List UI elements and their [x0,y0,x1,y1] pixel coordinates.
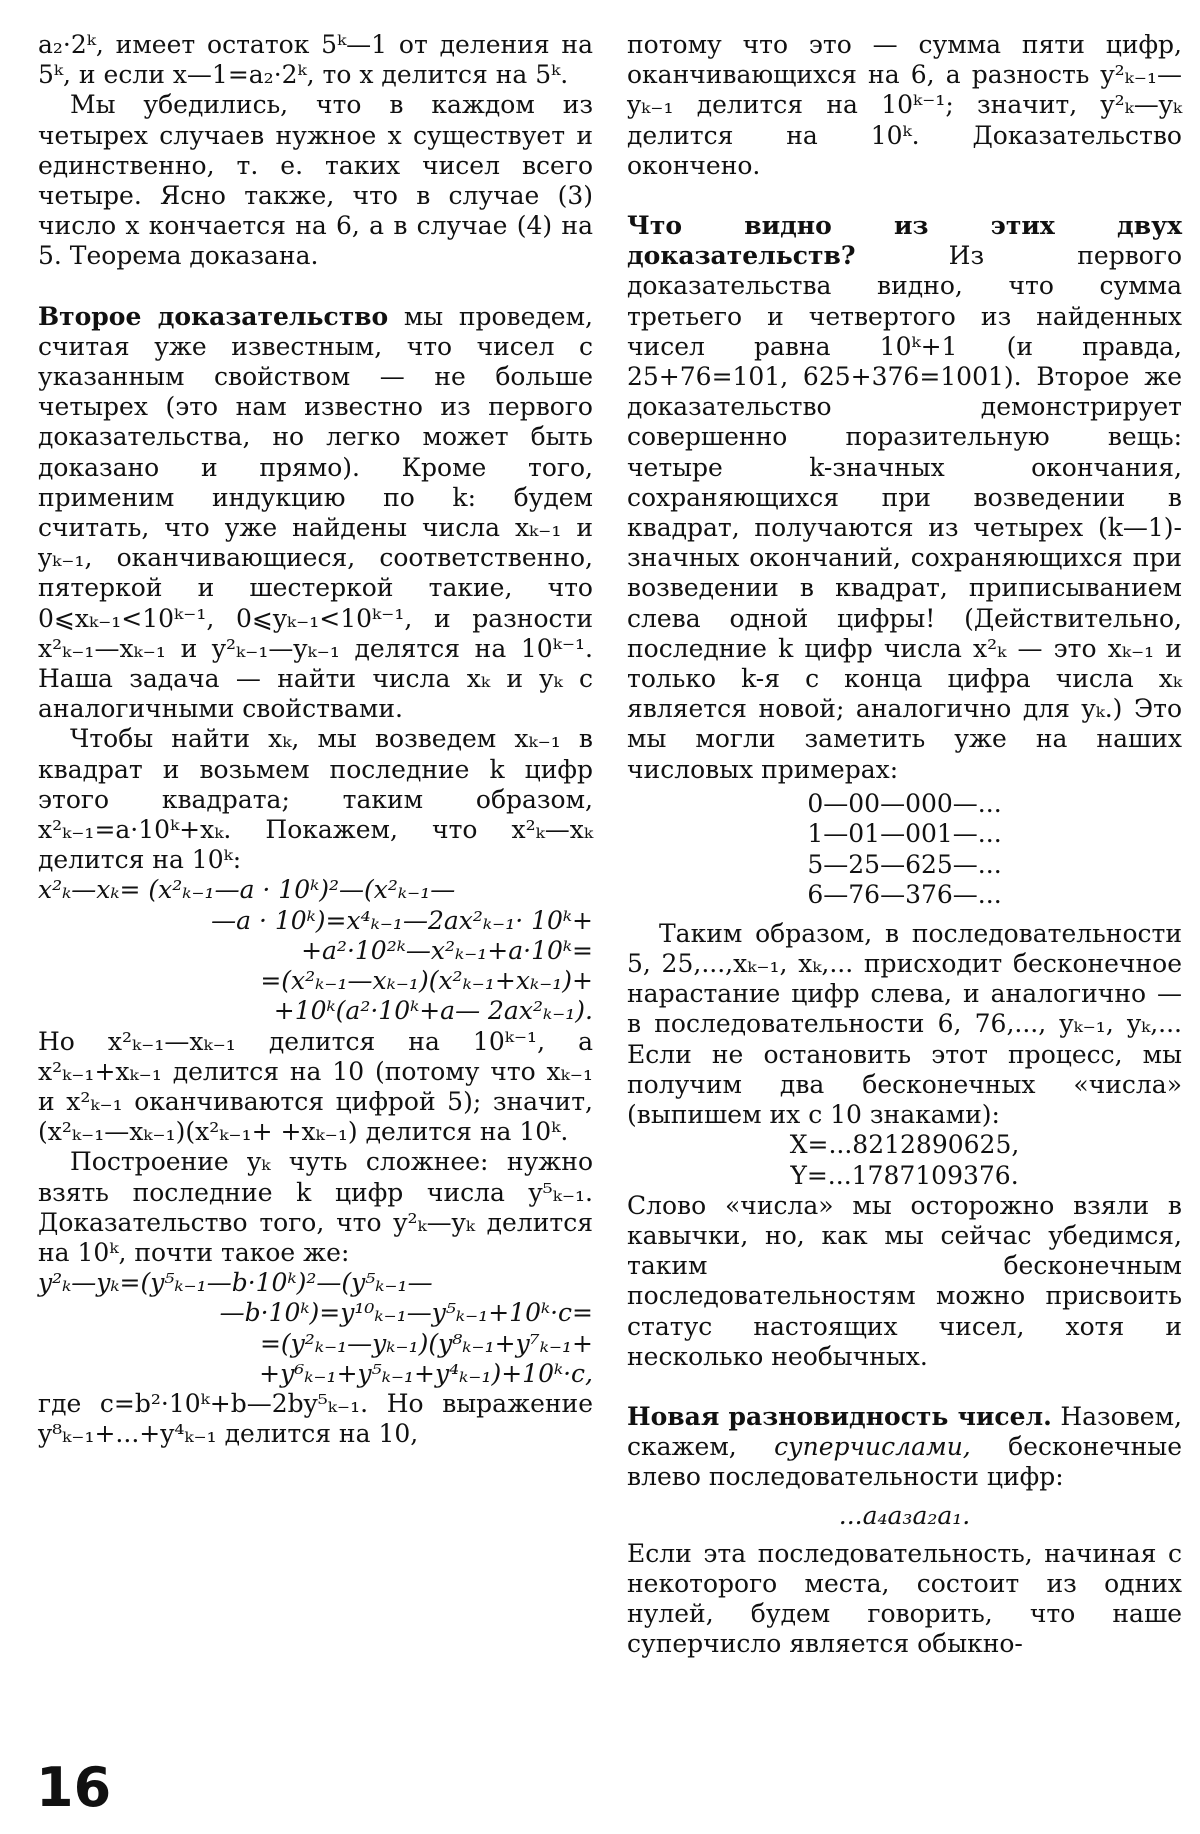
left-paragraph-1: a₂·2ᵏ, имеет остаток 5ᵏ—1 от деления на 5ᵏ, и если x—1=a₂·2ᵏ, то x делится на 5ᵏ. [38,30,593,90]
sequence-line: 5—25—625—... [807,849,1002,879]
new-numbers-heading: Новая разновидность чисел. [627,1401,1052,1431]
new-numbers-text-a: Назовем, скажем, [627,1401,1182,1462]
super-sequence: ...a₄a₃a₂a₁. [838,1500,971,1530]
right-paragraph-new-numbers [627,1402,1182,1493]
left-paragraph-4: Чтобы найти xₖ, мы возведем xₖ₋₁ в квадрат и возьмем последние k цифр этого квадрата; таким образом, x²ₖ₋₁=a·10ᵏ+xₖ. Покажем, что x²ₖ—xₖ делится на 10ᵏ: [38,724,593,875]
right-column [627,30,1182,1660]
equation-line: —a · 10ᵏ)=x⁴ₖ₋₁—2ax²ₖ₋₁· 10ᵏ+ [211,905,593,935]
left-column [38,30,593,1449]
equation-line: =(x²ₖ₋₁—xₖ₋₁)(x²ₖ₋₁+xₖ₋₁)+ [260,966,593,996]
sequence-line: 6—76—376—... [807,880,1002,910]
right-paragraph-3: Таким образом, в последовательности 5, 25,...,xₖ₋₁, xₖ,... присходит бесконечное нарастание цифр слева, и аналогично — в последовательности 6, 76,..., yₖ₋₁, yₖ,... Если не остановить этот процесс, мы получим два бесконечных «числа» (выпишем их с 10 знаками): [627,918,1182,1130]
left-paragraph-6: Построение yₖ чуть сложнее: нужно взять последние k цифр числа y⁵ₖ₋₁. Доказательство того, что y²ₖ—yₖ делится на 10ᵏ, почти такое же: [38,1147,593,1267]
equation-line: —b·10ᵏ)=y¹⁰ₖ₋₁—y⁵ₖ₋₁+10ᵏ·c= [219,1298,593,1328]
second-proof-text: мы проведем, считая уже известным, что чисел с указанным свойством — не больше четырех (это нам известно из первого доказательства, но легко может быть доказано и прямо). Кроме того, применим индукцию по k: будем считать, что уже найдены числа xₖ₋₁ и yₖ₋₁, оканчивающиеся, соответственно, пятеркой и шестеркой такие, что 0⩽xₖ₋₁<10ᵏ⁻¹, 0⩽yₖ₋₁<10ᵏ⁻¹, и разности x²ₖ₋₁—xₖ₋₁ и y²ₖ₋₁—yₖ₋₁ делятся на 10ᵏ⁻¹. Наша задача — найти числа xₖ и yₖ с аналогичными свойствами. [38,301,593,724]
sequence-line: 0—00—000—... [807,788,1002,818]
equation-block-x [38,875,593,1026]
right-paragraph-4: Слово «числа» мы осторожно взяли в кавычки, но, как мы сейчас убедимся, таким бесконечным последовательностям можно присвоить статус настоящих чисел, хотя и несколько необычных. [627,1190,1182,1371]
equation-line: +a²·10²ᵏ—x²ₖ₋₁+a·10ᵏ= [301,935,593,965]
left-paragraph-second-proof [38,302,593,725]
right-paragraph-6: Если эта последовательность, начиная с некоторого места, состоит из одних нулей, будем говорить, что наше суперчисло является обыкно- [627,1538,1182,1659]
right-paragraph-1: потому что это — сумма пяти цифр, оканчивающихся на 6, а разность y²ₖ₋₁—yₖ₋₁ делится на 10ᵏ⁻¹; значит, y²ₖ—yₖ делится на 10ᵏ. Доказательство окончено. [627,30,1182,180]
second-proof-heading: Второе доказательство [38,301,389,331]
y-value: Y=...1787109376. [790,1160,1019,1190]
equation-line: +10ᵏ(a²·10ᵏ+a— 2ax²ₖ₋₁). [273,996,593,1026]
equation-line: =(y²ₖ₋₁—yₖ₋₁)(y⁸ₖ₋₁+y⁷ₖ₋₁+ [259,1328,593,1358]
new-numbers-text-b: бесконечные влево последовательности цифр: [627,1432,1182,1492]
sequence-line: 1—01—001—... [807,819,1002,849]
superchisla-term: суперчислами, [774,1432,971,1462]
equation-line: +y⁶ₖ₋₁+y⁵ₖ₋₁+y⁴ₖ₋₁)+10ᵏ·c, [259,1358,593,1388]
left-paragraph-5: Но x²ₖ₋₁—xₖ₋₁ делится на 10ᵏ⁻¹, а x²ₖ₋₁+xₖ₋₁ делится на 10 (потому что xₖ₋₁ и x²ₖ₋₁ оканчиваются цифрой 5); значит, (x²ₖ₋₁—xₖ₋₁)(x²ₖ₋₁+ +xₖ₋₁) делится на 10ᵏ. [38,1026,593,1147]
left-paragraph-2: Мы убедились, что в каждом из четырех случаев нужное x существует и единственно, т. е. таких чисел всего четыре. Ясно также, что в случае (3) число x кончается на 6, а в случае (4) на 5. Теорема доказана. [38,90,593,271]
right-paragraph-two-proofs [627,211,1182,785]
two-proofs-heading: Что видно из этих двух доказательств? [627,211,1182,271]
two-proofs-text: Из первого доказательства видно, что сумма третьего и четвертого из найденных чисел равна 10ᵏ+1 (и правда, 25+76=101, 625+376=1001). Второе же доказательство демонстрирует совершенно поразительную вещь: четыре k-значных окончания, сохраняющихся при возведении в квадрат, получаются из четырех (k—1)-значных окончаний, сохраняющихся при возведении в квадрат, приписыванием слева одной цифры! (Действительно, последние k цифр числа x²ₖ — это xₖ₋₁ и только k-я с конца цифра числа xₖ является новой; аналогично для yₖ.) Это мы могли заметить уже на наших числовых примерах: [627,241,1182,784]
x-value: X=...8212890625, [789,1130,1020,1160]
number-sequences [627,789,1182,911]
left-paragraph-7: где c=b²·10ᵏ+b—2by⁵ₖ₋₁. Но выражение y⁸ₖ₋₁+...+y⁴ₖ₋₁ делится на 10, [38,1388,593,1449]
equation-block-y [38,1268,593,1389]
page-number: 16 [36,1756,112,1819]
equation-line: x²ₖ—xₖ= (x²ₖ₋₁—a · 10ᵏ)²—(x²ₖ₋₁— [38,875,456,905]
equation-line: y²ₖ—yₖ=(y⁵ₖ₋₁—b·10ᵏ)²—(y⁵ₖ₋₁— [38,1268,433,1298]
